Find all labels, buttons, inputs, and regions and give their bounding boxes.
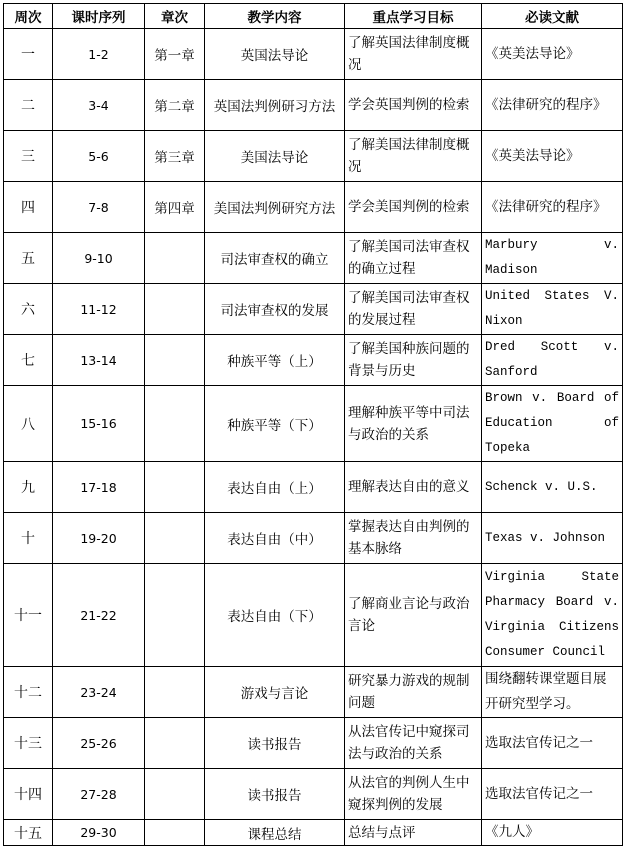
hours-cell: 1-2 xyxy=(53,29,145,80)
goal-cell: 学会美国判例的检索 xyxy=(345,182,482,233)
week-cell: 十四 xyxy=(4,769,53,820)
reading-cell: Virginia State Pharmacy Board v. Virginia Citizens Consumer Council xyxy=(482,564,623,667)
chapter-cell: 第三章 xyxy=(145,131,205,182)
week-cell: 四 xyxy=(4,182,53,233)
week-cell: 一 xyxy=(4,29,53,80)
chapter-cell xyxy=(145,233,205,284)
hours-cell: 11-12 xyxy=(53,284,145,335)
header-week: 周次 xyxy=(4,4,53,29)
hours-cell: 23-24 xyxy=(53,667,145,718)
content-cell: 表达自由（上） xyxy=(205,462,345,513)
table-row xyxy=(4,80,623,131)
content-cell: 司法审查权的确立 xyxy=(205,233,345,284)
reading-cell: United States V. Nixon xyxy=(482,284,623,335)
hours-cell: 29-30 xyxy=(53,820,145,846)
header-chapter: 章次 xyxy=(145,4,205,29)
header-goal: 重点学习目标 xyxy=(345,4,482,29)
goal-cell: 总结与点评 xyxy=(345,820,482,846)
table-row xyxy=(4,513,623,564)
goal-cell: 了解英国法律制度概况 xyxy=(345,29,482,80)
week-cell: 六 xyxy=(4,284,53,335)
content-cell: 读书报告 xyxy=(205,769,345,820)
chapter-cell xyxy=(145,820,205,846)
table-header-row xyxy=(4,4,623,29)
reading-cell: 《英美法导论》 xyxy=(482,29,623,80)
table-row xyxy=(4,820,623,846)
chapter-cell xyxy=(145,462,205,513)
reading-cell: Dred Scott v. Sanford xyxy=(482,335,623,386)
goal-cell: 了解美国司法审查权的发展过程 xyxy=(345,284,482,335)
content-cell: 课程总结 xyxy=(205,820,345,846)
goal-cell: 学会英国判例的检索 xyxy=(345,80,482,131)
chapter-cell xyxy=(145,564,205,667)
content-cell: 司法审查权的发展 xyxy=(205,284,345,335)
table-row xyxy=(4,233,623,284)
goal-cell: 从法官传记中窥探司法与政治的关系 xyxy=(345,718,482,769)
table-row xyxy=(4,667,623,718)
hours-cell: 15-16 xyxy=(53,386,145,462)
week-cell: 二 xyxy=(4,80,53,131)
hours-cell: 5-6 xyxy=(53,131,145,182)
hours-cell: 17-18 xyxy=(53,462,145,513)
content-cell: 表达自由（下） xyxy=(205,564,345,667)
content-cell: 种族平等（上） xyxy=(205,335,345,386)
hours-cell: 27-28 xyxy=(53,769,145,820)
goal-cell: 了解商业言论与政治言论 xyxy=(345,564,482,667)
hours-cell: 25-26 xyxy=(53,718,145,769)
reading-cell: 选取法官传记之一 xyxy=(482,769,623,820)
chapter-cell xyxy=(145,386,205,462)
table-row xyxy=(4,29,623,80)
course-schedule-table xyxy=(3,3,623,846)
goal-cell: 从法官的判例人生中窥探判例的发展 xyxy=(345,769,482,820)
goal-cell: 理解表达自由的意义 xyxy=(345,462,482,513)
chapter-cell xyxy=(145,335,205,386)
goal-cell: 理解种族平等中司法与政治的关系 xyxy=(345,386,482,462)
content-cell: 美国法判例研究方法 xyxy=(205,182,345,233)
week-cell: 三 xyxy=(4,131,53,182)
table-row xyxy=(4,335,623,386)
header-content: 教学内容 xyxy=(205,4,345,29)
reading-cell: Marbury v. Madison xyxy=(482,233,623,284)
goal-cell: 了解美国司法审查权的确立过程 xyxy=(345,233,482,284)
table-row xyxy=(4,769,623,820)
week-cell: 十 xyxy=(4,513,53,564)
reading-cell: 选取法官传记之一 xyxy=(482,718,623,769)
chapter-cell xyxy=(145,513,205,564)
table-row xyxy=(4,284,623,335)
chapter-cell xyxy=(145,769,205,820)
reading-cell: 《九人》 xyxy=(482,820,623,846)
reading-cell: Schenck v. U.S. xyxy=(482,462,623,513)
reading-cell: Brown v. Board of Education of Topeka xyxy=(482,386,623,462)
reading-cell: 《法律研究的程序》 xyxy=(482,80,623,131)
hours-cell: 3-4 xyxy=(53,80,145,131)
chapter-cell xyxy=(145,718,205,769)
hours-cell: 9-10 xyxy=(53,233,145,284)
header-hours: 课时序列 xyxy=(53,4,145,29)
reading-cell: 围绕翻转课堂题目展开研究型学习。 xyxy=(482,667,623,718)
hours-cell: 19-20 xyxy=(53,513,145,564)
goal-cell: 掌握表达自由判例的基本脉络 xyxy=(345,513,482,564)
week-cell: 十一 xyxy=(4,564,53,667)
table-row xyxy=(4,718,623,769)
week-cell: 七 xyxy=(4,335,53,386)
hours-cell: 7-8 xyxy=(53,182,145,233)
week-cell: 五 xyxy=(4,233,53,284)
content-cell: 英国法判例研习方法 xyxy=(205,80,345,131)
table-row xyxy=(4,182,623,233)
header-reading: 必读文献 xyxy=(482,4,623,29)
week-cell: 十三 xyxy=(4,718,53,769)
reading-cell: 《法律研究的程序》 xyxy=(482,182,623,233)
chapter-cell xyxy=(145,667,205,718)
table-row xyxy=(4,386,623,462)
table-row xyxy=(4,462,623,513)
hours-cell: 13-14 xyxy=(53,335,145,386)
content-cell: 美国法导论 xyxy=(205,131,345,182)
table-row xyxy=(4,131,623,182)
hours-cell: 21-22 xyxy=(53,564,145,667)
goal-cell: 研究暴力游戏的规制问题 xyxy=(345,667,482,718)
chapter-cell: 第一章 xyxy=(145,29,205,80)
content-cell: 表达自由（中） xyxy=(205,513,345,564)
content-cell: 种族平等（下） xyxy=(205,386,345,462)
week-cell: 八 xyxy=(4,386,53,462)
reading-cell: Texas v. Johnson xyxy=(482,513,623,564)
table-row xyxy=(4,564,623,667)
goal-cell: 了解美国法律制度概况 xyxy=(345,131,482,182)
chapter-cell xyxy=(145,284,205,335)
content-cell: 游戏与言论 xyxy=(205,667,345,718)
chapter-cell: 第四章 xyxy=(145,182,205,233)
chapter-cell: 第二章 xyxy=(145,80,205,131)
goal-cell: 了解美国种族问题的背景与历史 xyxy=(345,335,482,386)
content-cell: 英国法导论 xyxy=(205,29,345,80)
reading-cell: 《英美法导论》 xyxy=(482,131,623,182)
week-cell: 九 xyxy=(4,462,53,513)
content-cell: 读书报告 xyxy=(205,718,345,769)
week-cell: 十二 xyxy=(4,667,53,718)
week-cell: 十五 xyxy=(4,820,53,846)
